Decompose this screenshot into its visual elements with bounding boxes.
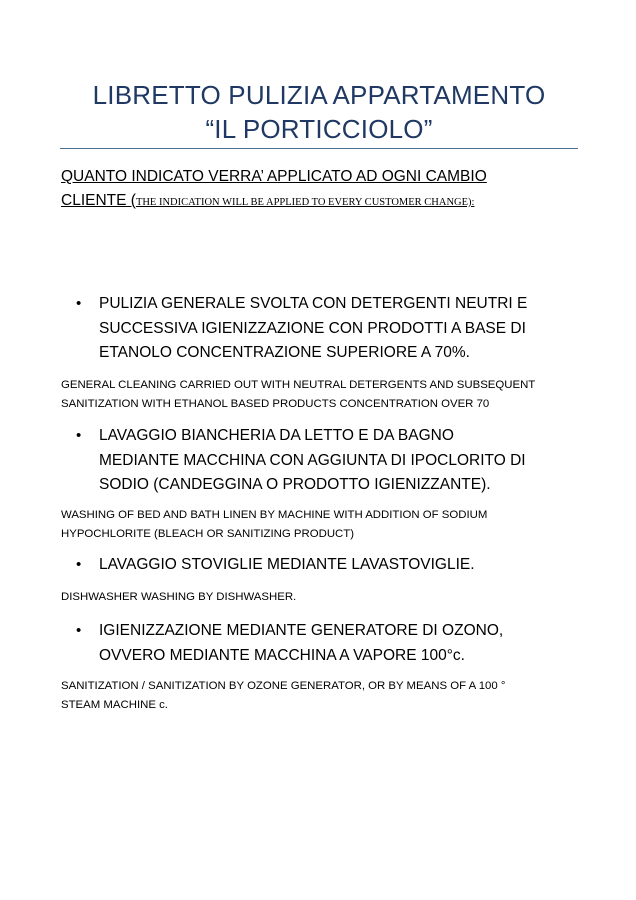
translation-line: GENERAL CLEANING CARRIED OUT WITH NEUTRAL DETERGENTS AND SUBSEQUENT	[61, 379, 536, 391]
intro-line-2-prefix: CLIENTE (	[61, 192, 136, 209]
document-title	[60, 78, 578, 146]
english-translation-ozone	[61, 677, 601, 714]
bullet-text-line: SUCCESSIVA IGIENIZZAZIONE CON PRODOTTI A BASE DI	[99, 319, 526, 337]
bullet-marker: •	[76, 427, 82, 444]
bullet-text-line: LAVAGGIO BIANCHERIA DA LETTO E DA BAGNO	[99, 427, 454, 444]
translation-line: HYPOCHLORITE (BLEACH OR SANITIZING PRODUCT)	[61, 527, 355, 540]
english-translation-linen	[61, 506, 601, 543]
intro-line-2	[61, 189, 561, 215]
translation-line: STEAM MACHINE c.	[61, 698, 168, 711]
bullet-text-line: ETANOLO CONCENTRAZIONE SUPERIORE A 70%.	[99, 344, 470, 361]
bullet-text	[99, 424, 526, 498]
intro-english-translation: THE INDICATION WILL BE APPLIED TO EVERY CUSTOMER CHANGE):	[135, 197, 475, 208]
bullet-text-line: LAVAGGIO STOVIGLIE MEDIANTE LAVASTOVIGLIE.	[99, 556, 475, 573]
bullet-marker: •	[76, 556, 82, 573]
translation-line: SANITIZATION / SANITIZATION BY OZONE GENERATOR, OR BY MEANS OF A 100 °	[61, 680, 506, 692]
title-line-1: LIBRETTO PULIZIA APPARTAMENTO	[92, 80, 546, 110]
english-translation-cleaning	[61, 376, 601, 413]
translation-line: DISHWASHER WASHING BY DISHWASHER.	[61, 591, 297, 603]
bullet-text-line: OVVERO MEDIANTE MACCHINA A VAPORE 100°c.	[99, 646, 465, 664]
bullet-text	[99, 292, 527, 366]
title-divider	[60, 148, 578, 149]
bullet-marker: •	[76, 295, 82, 312]
bullet-text-line: PULIZIA GENERALE SVOLTA CON DETERGENTI NEUTRI E	[99, 295, 528, 312]
bullet-text-line: SODIO (CANDEGGINA O PRODOTTO IGIENIZZANTE).	[99, 476, 491, 493]
bullet-text	[99, 619, 503, 668]
bullet-text-line: IGIENIZZAZIONE MEDIANTE GENERATORE DI OZONO,	[99, 622, 504, 639]
bullet-text	[99, 553, 475, 578]
intro-line-1: QUANTO INDICATO VERRA’ APPLICATO AD OGNI CAMBIO	[61, 168, 487, 185]
translation-line: SANITIZATION WITH ETHANOL BASED PRODUCTS CONCENTRATION OVER 70	[61, 397, 490, 410]
english-translation-dishes	[61, 588, 601, 607]
translation-line: WASHING OF BED AND BATH LINEN BY MACHINE WITH ADDITION OF SODIUM	[61, 509, 488, 521]
intro-statement	[61, 165, 561, 215]
title-line-2: “IL PORTICCIOLO”	[205, 114, 433, 144]
bullet-text-line: MEDIANTE MACCHINA CON AGGIUNTA DI IPOCLORITO DI	[99, 451, 526, 469]
bullet-marker: •	[76, 622, 82, 639]
